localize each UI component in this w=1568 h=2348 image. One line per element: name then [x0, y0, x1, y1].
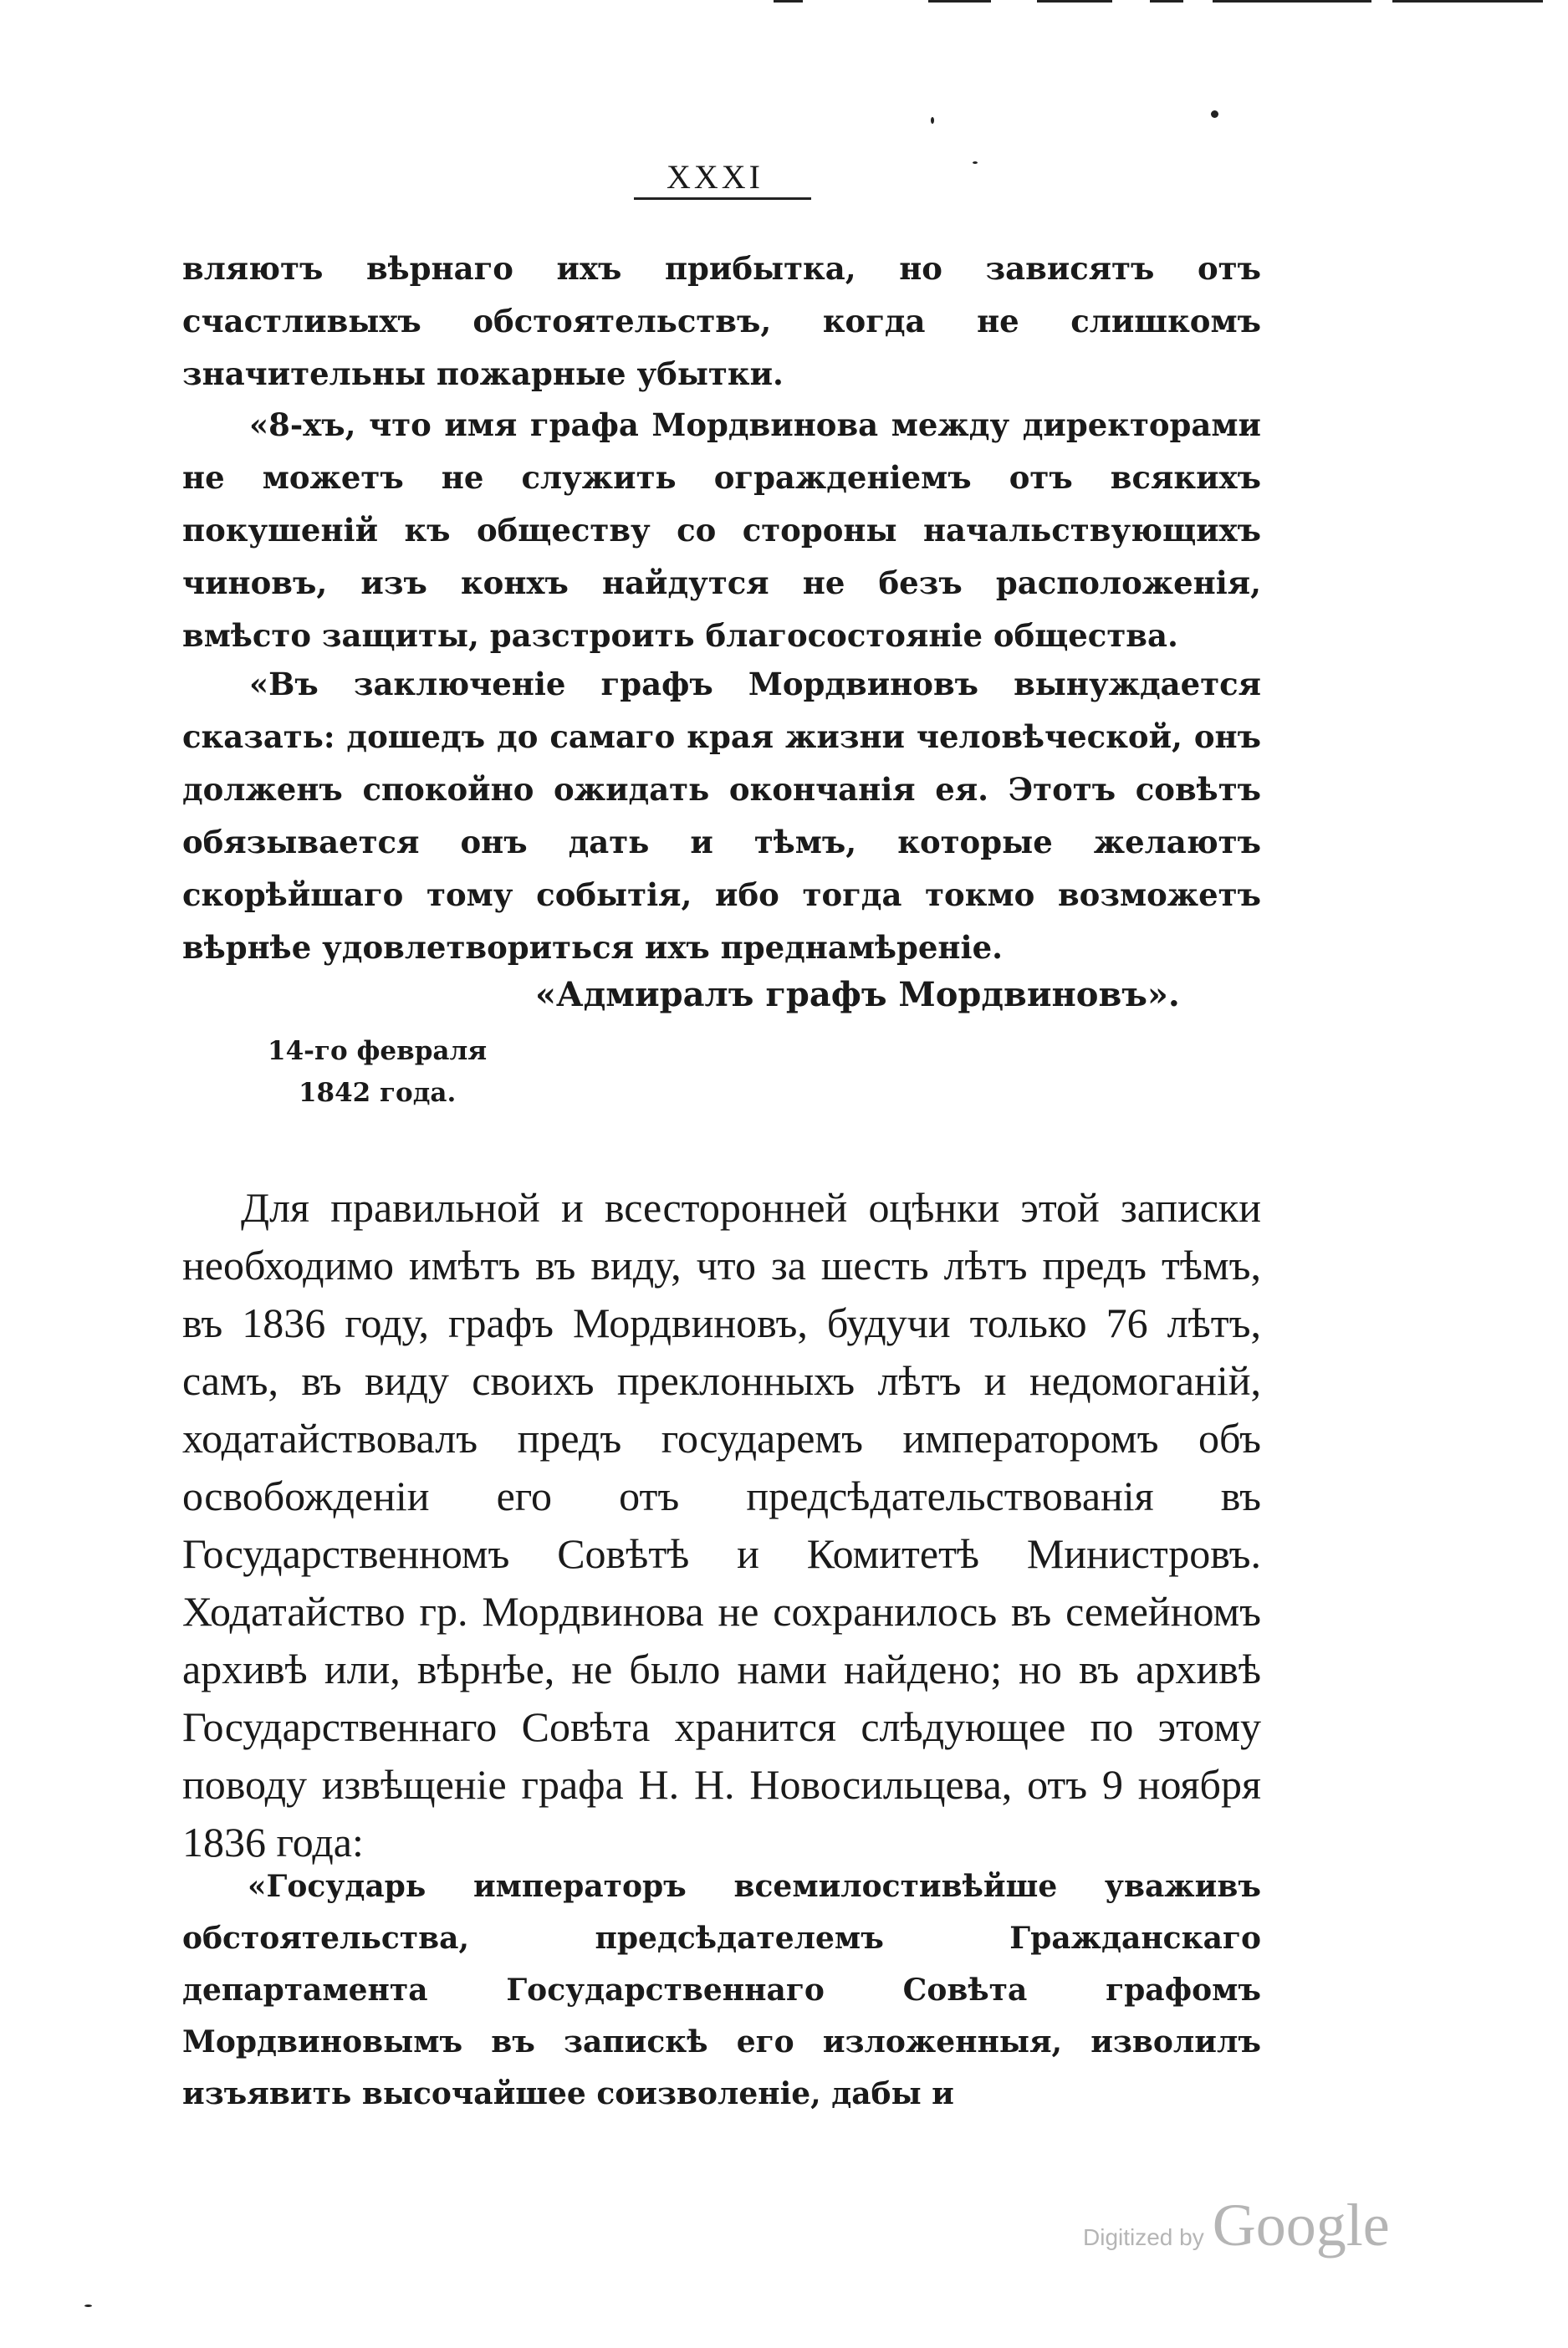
page-number: XXXI [667, 158, 764, 196]
date-block [268, 1030, 487, 1114]
scan-speck [973, 161, 978, 164]
paragraph-commentary: Для правильной и всесторонней оцѣнки этой записки необходимо имѣтъ въ виду, что за шесть лѣтъ предъ тѣмъ, въ 1836 году, графъ Мордвиновъ, будучи только 76 лѣтъ, самъ, въ виду своихъ преклонныхъ лѣтъ и недомоганій, ходатайствовалъ предъ государемъ императоромъ объ освобожденіи его отъ предсѣдательствованія въ Государственномъ Совѣтѣ и Комитетѣ Министровъ. Ходатайство гр. Мордвинова не сохранилось въ семейномъ архивѣ или, вѣрнѣе, не было нами найдено; но въ архивѣ Государственнаго Совѣта хранится слѣдующее по этому поводу извѣщеніе графа Н. Н. Новосильцева, отъ 9 ноября 1836 года: [182, 1184, 1261, 1866]
date-line-2: 1842 года. [298, 1078, 457, 1108]
paragraph-continuation: вляютъ вѣрнаго ихъ прибытка, но зависятъ отъ счастливыхъ обстоятельствъ, когда не слишкомъ значительны пожарные убытки. [182, 250, 1261, 392]
watermark-prefix: Digitized by [1083, 2224, 1204, 2250]
scan-edge-line [928, 0, 991, 3]
scan-speck [84, 2305, 92, 2307]
scan-speck [1211, 110, 1218, 118]
signature: «Адмиралъ графъ Мордвиновъ». [535, 975, 1180, 1014]
scan-edge-line [1037, 0, 1112, 3]
google-logo: Google [1212, 2192, 1390, 2259]
paragraph-conclusion: «Въ заключеніе графъ Мордвиновъ вынуждается сказать: дошедъ до самаго края жизни человѣческой, онъ долженъ спокойно ожидать окончанія ея. Этотъ совѣтъ обязывается онъ дать и тѣмъ, которые желаютъ скорѣйшаго тому событія, ибо тогда токмо возможетъ вѣрнѣе удовлетвориться ихъ преднамѣреніе. [182, 666, 1261, 966]
watermark [1083, 2191, 1390, 2260]
paragraph-point-8: «8-хъ, что имя графа Мордвинова между директорами не можетъ не служить огражденіемъ отъ всякихъ покушеній къ обществу со стороны начальствующихъ чиновъ, изъ конхъ найдутся не безъ расположенія, вмѣсто защиты, разстроить благосостояніе общества. [182, 406, 1261, 654]
paragraph-quote: «Государь императоръ всемилостивѣйше уваживъ обстоятельства, предсѣдателемъ Гражданскаго департамента Государственнаго Совѣта графомъ Мордвиновымъ въ запискѣ его изложенныя, изволилъ изъявить высочайшее соизволеніе, дабы и [182, 1869, 1261, 2111]
scan-edge-line [1392, 0, 1543, 3]
scan-edge-line [774, 0, 803, 3]
page-number-rule [634, 197, 811, 200]
scan-edge-line [1150, 0, 1183, 3]
date-line-1: 14-го февраля [268, 1036, 488, 1066]
scan-speck [931, 117, 934, 124]
scan-edge-line [1213, 0, 1371, 3]
